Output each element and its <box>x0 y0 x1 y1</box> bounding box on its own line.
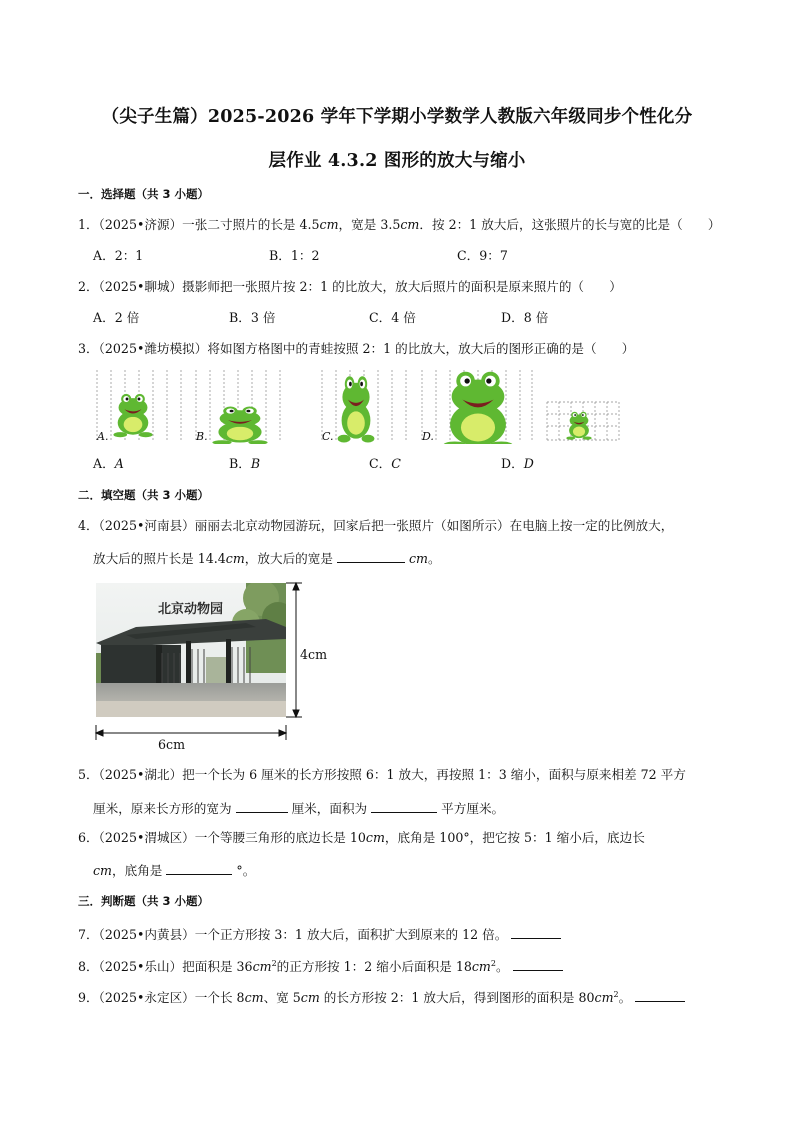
q9-text-c: 的长方形按 2：1 放大后，得到图形的面积是 80 <box>319 990 595 1006</box>
q9-text-d: 。 <box>618 990 632 1006</box>
q3-option-d[interactable] <box>501 456 534 472</box>
q8-text-c: 。 <box>495 959 509 975</box>
q3-option-d-prefix: D． <box>501 456 524 471</box>
frog-icon <box>442 372 513 444</box>
page-title-line1: （尖子生篇）2025-2026 学年下学期小学数学人教版六年级同步个性化分 <box>101 107 693 127</box>
q3-option-c-value: C <box>391 456 401 471</box>
frog-original-figure <box>545 398 621 444</box>
q3-option-a-value: A <box>114 456 124 471</box>
figure-label-d: D. <box>422 430 434 443</box>
q2-option-a[interactable]: A．2 倍 <box>93 310 140 325</box>
q5-width-blank[interactable] <box>236 799 288 813</box>
q3-option-d-value: D <box>523 456 534 471</box>
q2-option-d[interactable]: D．8 倍 <box>501 310 549 325</box>
q2-option-c[interactable]: C．4 倍 <box>369 310 416 325</box>
q1-unit-2: cm <box>400 217 420 232</box>
question-7 <box>78 925 561 943</box>
q7-answer-blank[interactable] <box>511 925 561 939</box>
q7-text: 7．（2025•内黄县）一个正方形按 3：1 放大后，面积扩大到原来的 12 倍。 <box>78 927 508 942</box>
zoo-sign-text: 北京动物园 <box>158 602 224 617</box>
q3-option-a[interactable] <box>93 456 124 472</box>
q4-text-c: 。 <box>427 551 441 566</box>
q1-option-a[interactable]: A．2：1 <box>93 248 144 263</box>
q4-answer-blank[interactable] <box>337 549 405 563</box>
frog-figure-d <box>418 368 534 444</box>
q6-angle-blank[interactable] <box>166 861 232 875</box>
q8-unit-2: cm <box>471 959 491 975</box>
question-6-line1 <box>78 830 645 846</box>
q8-unit-1: cm <box>252 959 272 975</box>
question-1 <box>78 217 720 233</box>
q4-text-b: ，放大后的宽是 <box>244 551 333 566</box>
q8-answer-blank[interactable] <box>513 957 563 971</box>
q9-unit-1: cm <box>244 990 264 1006</box>
q2-option-b[interactable]: B．3 倍 <box>229 310 276 325</box>
question-3: 3．（2025•潍坊模拟）将如图方格图中的青蛙按照 2：1 的比放大，放大后的图形正确的是（ ） <box>78 341 635 356</box>
q6-text-a: 6．（2025•渭城区）一个等腰三角形的底边长是 10 <box>78 830 366 845</box>
frog-figure-c <box>318 368 408 444</box>
q4-text-a: 放大后的照片长是 14.4 <box>93 551 226 566</box>
q9-answer-blank[interactable] <box>635 988 685 1002</box>
q3-option-b-prefix: B． <box>229 456 251 471</box>
q3-option-b[interactable] <box>229 456 260 472</box>
q6-unit-1: cm <box>365 830 385 845</box>
q3-option-c[interactable] <box>369 456 401 472</box>
q1-unit-1: cm <box>319 217 339 232</box>
q3-option-c-prefix: C． <box>369 456 392 471</box>
q1-text-a: 1．（2025•济源）一张二寸照片的长是 4.5 <box>78 217 320 232</box>
question-5-line2 <box>93 799 504 817</box>
q9-unit-3: cm <box>594 990 614 1006</box>
q9-text-b: 、宽 5 <box>263 990 301 1006</box>
q1-option-c[interactable]: C．9：7 <box>457 248 508 263</box>
page-title-line2: 层作业 4.3.2 图形的放大与缩小 <box>268 151 526 171</box>
q6-text-b: ，底角是 100°，把它按 5：1 缩小后，底边长 <box>384 830 645 845</box>
q9-unit-2: cm <box>300 990 320 1006</box>
question-4-line1: 4．（2025•河南县）丽丽去北京动物园游玩，回家后把一张照片（如图所示）在电脑上按一定的比例放大， <box>78 518 674 533</box>
frog-figure-b <box>192 368 292 444</box>
q3-option-b-value: B <box>250 456 261 471</box>
q6-text-c: ，底角是 <box>112 863 163 878</box>
section-fill-heading: 二．填空题（共 3 小题） <box>78 488 210 502</box>
q3-option-a-prefix: A． <box>93 456 115 471</box>
q5-text-a: 厘米，原来长方形的宽为 <box>93 801 232 816</box>
q8-text-a: 8．（2025•乐山）把面积是 36 <box>78 959 253 975</box>
question-6-line2 <box>93 861 255 879</box>
question-8: 8．（2025•乐山）把面积是 $36cm^2$的正方形按 1：2 缩小后面积是 $18cm^2$。 <box>78 956 563 975</box>
section-judge-heading: 三．判断题（共 3 小题） <box>78 894 210 908</box>
q6-unit-2: cm <box>93 863 112 878</box>
photo-dimension-lines <box>88 580 318 750</box>
frog-figure-a <box>93 368 183 444</box>
frog-icon <box>338 376 375 442</box>
q1-text-b: ，宽是 3.5 <box>338 217 401 232</box>
q6-text-d: °。 <box>236 863 256 878</box>
q4-unit-1: cm <box>225 551 245 566</box>
section-choice-heading: 一．选择题（共 3 小题） <box>78 187 210 201</box>
q1-option-b[interactable]: B．1：2 <box>269 248 320 263</box>
q5-text-c: 平方厘米。 <box>441 801 505 816</box>
q5-text-b: 厘米，面积为 <box>291 801 368 816</box>
figure-label-a: A. <box>97 430 109 443</box>
figure-label-b: B. <box>196 430 208 443</box>
question-9: 9．（2025•永定区）一个长 8cm、宽 5cm 的长方形按 2：1 放大后，得到图形的面积是 $80cm^2$。 <box>78 987 685 1006</box>
q1-text-c: ．按 2：1 放大后，这张照片的长与宽的比是（ ） <box>419 217 721 232</box>
frog-icon <box>113 394 152 437</box>
q9-text-a: 9．（2025•永定区）一个长 8 <box>78 990 245 1006</box>
photo-height-label: 4cm <box>300 647 328 662</box>
q4-unit-2: cm <box>408 551 428 566</box>
photo-width-label: 6cm <box>158 737 186 752</box>
q8-text-b: 的正方形按 1：2 缩小后面积是 18 <box>276 959 472 975</box>
question-5-line1: 5．（2025•湖北）把一个长为 6 厘米的长方形按照 6：1 放大，再按照 1：3 缩小，面积与原来相差 72 平方 <box>78 767 686 782</box>
q5-area-blank[interactable] <box>371 799 437 813</box>
frog-icon <box>212 407 267 445</box>
question-4-line2 <box>93 549 441 567</box>
question-2: 2．（2025•聊城）摄影师把一张照片按 2：1 的比放大，放大后照片的面积是原来照片的（ ） <box>78 279 622 294</box>
figure-label-c: C. <box>322 430 334 443</box>
